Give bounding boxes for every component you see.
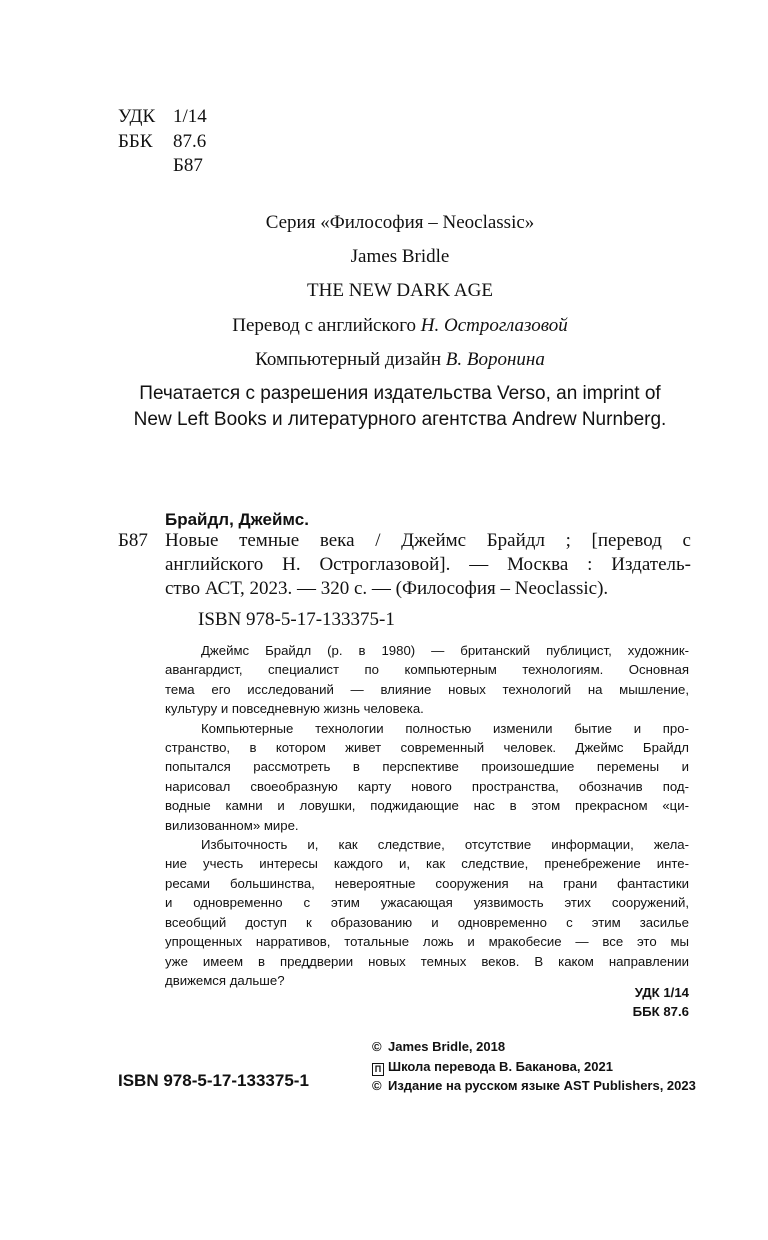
annotation-line: ресами большинства, невероятные сооружения на грани фантастики: [165, 875, 689, 891]
copyright-line: [372, 1057, 696, 1077]
author-sign: Б87: [173, 155, 203, 176]
annotation-line: уже имеем в преддверии новых темных веков. В каком направлении: [165, 953, 689, 969]
small-bbk: ББК 87.6: [632, 1004, 689, 1019]
small-udk: УДК 1/14: [634, 985, 689, 1000]
permission-notice: [100, 381, 700, 433]
copyright-line: [372, 1037, 696, 1057]
translation-prefix: Перевод с английского: [232, 315, 421, 336]
udk-code: [118, 105, 207, 129]
copyright-text: James Bridle, 2018: [388, 1039, 506, 1054]
permission-line: New Left Books и литературного агентства Andrew Nurnberg.: [133, 409, 667, 430]
permission-line: Печатается с разрешения издательства Verso, an imprint of: [139, 383, 661, 404]
copyright-text: Издание на русском языке AST Publishers, 2023: [388, 1078, 696, 1093]
biblio-description: [165, 529, 691, 601]
annotation-line: странство, в котором живет современный человек. Джеймс Брайдл: [165, 740, 689, 756]
translation-rights-icon: П: [372, 1063, 384, 1076]
copyright-text: Школа перевода В. Баканова, 2021: [388, 1058, 613, 1074]
translation-credit: [100, 314, 700, 338]
annotation-line: водные камни и ловушки, поджидающие нас в этом прекрасном «ци-: [165, 798, 689, 814]
biblio-line: ство АСТ, 2023. — 320 с. — (Философия – Neoclassic).: [165, 578, 609, 599]
annotation-line: вилизованном» мире.: [165, 817, 299, 833]
biblio-line: английского Н. Остроглазовой]. — Москва : Издатель-: [165, 554, 691, 575]
annotation-line: всеобщий доступ к образованию и одновременно с этим засилье: [165, 914, 689, 930]
design-credit: [100, 348, 700, 372]
bbk-code: [118, 130, 206, 154]
original-title: THE NEW DARK AGE: [307, 280, 493, 301]
annotation-line: движемся дальше?: [165, 972, 285, 988]
copyright-block: [372, 1037, 696, 1096]
designer-name: В. Воронина: [445, 349, 545, 370]
biblio-isbn: ISBN 978-5-17-133375-1: [198, 609, 395, 630]
biblio-code: Б87: [118, 530, 148, 551]
annotation-line: культуру и повседневную жизнь человека.: [165, 701, 424, 717]
copyright-icon: ©: [372, 1078, 382, 1093]
biblio-author-heading: Брайдл, Джеймс.: [165, 510, 309, 529]
annotation-line: упрощенных нарративов, тотальные ложь и мракобесие — все это мы: [165, 934, 689, 950]
bbk-value: 87.6: [173, 131, 207, 152]
annotation: [165, 641, 689, 990]
original-author: James Bridle: [350, 246, 450, 267]
udk-value: 1/14: [173, 106, 207, 127]
small-codes: [633, 983, 689, 1021]
copyright-icon: ©: [372, 1039, 382, 1054]
annotation-line: Компьютерные технологии полностью изменили бытие и про-: [201, 720, 689, 736]
annotation-line: Избыточность и, как следствие, отсутствие информации, жела-: [201, 837, 689, 853]
annotation-line: тема его исследований — влияние новых технологий на мышление,: [165, 681, 689, 697]
translator-name: Н. Остроглазовой: [420, 315, 568, 336]
series-line: Серия «Философия – Neoclassic»: [265, 212, 535, 233]
udk-label: УДК: [118, 106, 156, 127]
biblio-line: Новые темные века / Джеймс Брайдл ; [перевод с: [165, 530, 691, 551]
copyright-line: [372, 1076, 696, 1096]
annotation-line: попытался рассмотреть в перспективе произошедшие перемены и: [165, 759, 689, 775]
design-prefix: Компьютерный дизайн: [255, 349, 446, 370]
annotation-line: и одновременно с этим ужасающая уязвимость этих сооружений,: [165, 895, 689, 911]
bbk-label: ББК: [118, 131, 153, 152]
annotation-line: нарисовал своеобразную карту нового пространства, обозначив под-: [165, 778, 689, 794]
annotation-line: Джеймс Брайдл (р. в 1980) — британский публицист, художник-: [201, 643, 689, 658]
annotation-line: авангардист, специалист по компьютерным технологиям. Основная: [165, 662, 689, 678]
isbn-bottom: ISBN 978-5-17-133375-1: [118, 1071, 309, 1090]
annotation-line: ние учесть интересы каждого и, как следствие, пренебрежение инте-: [165, 856, 689, 872]
